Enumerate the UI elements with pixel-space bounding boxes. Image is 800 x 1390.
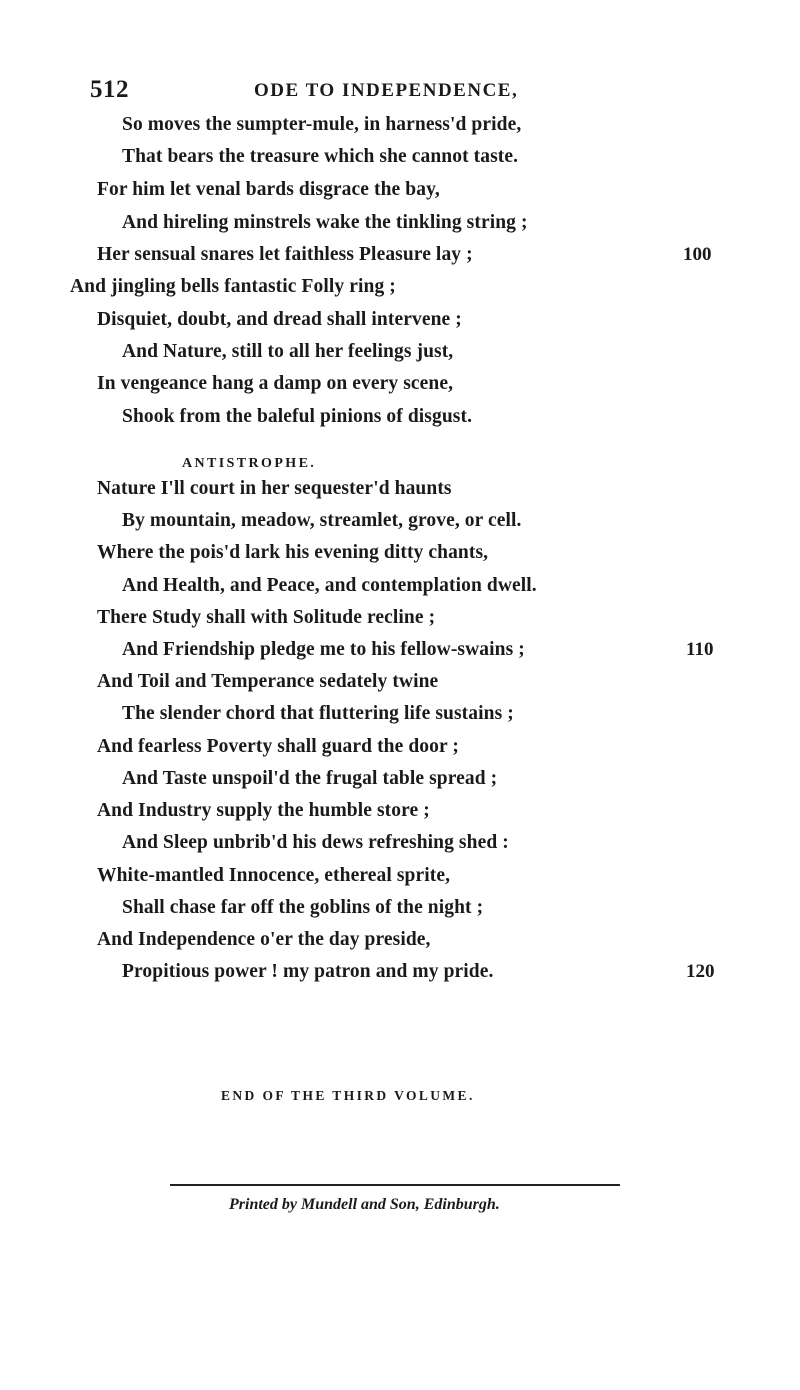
section-heading: ANTISTROPHE. xyxy=(182,456,317,471)
end-of-volume-mark: END OF THE THIRD VOLUME. xyxy=(221,1088,475,1103)
verse-line: So moves the sumpter-mule, in harness'd pride, xyxy=(122,114,522,135)
verse-line: Shook from the baleful pinions of disgust. xyxy=(122,406,473,427)
verse-line: And Toil and Temperance sedately twine xyxy=(97,671,439,692)
verse-line: And hireling minstrels wake the tinkling string ; xyxy=(122,212,528,233)
verse-line: And Friendship pledge me to his fellow-swains ; xyxy=(122,639,525,660)
verse-line: And Independence o'er the day preside, xyxy=(97,929,431,950)
verse-line: That bears the treasure which she cannot taste. xyxy=(122,146,519,167)
page-number: 512 xyxy=(90,76,129,103)
verse-line: Shall chase far off the goblins of the night ; xyxy=(122,897,484,918)
line-number-120: 120 xyxy=(686,961,715,982)
line-number-100: 100 xyxy=(683,244,712,265)
running-head: ODE TO INDEPENDENCE, xyxy=(254,80,519,101)
verse-line: For him let venal bards disgrace the bay, xyxy=(97,179,440,200)
verse-line: Disquiet, doubt, and dread shall intervene ; xyxy=(97,309,462,330)
printer-imprint: Printed by Mundell and Son, Edinburgh. xyxy=(229,1196,500,1213)
verse-line: And Health, and Peace, and contemplation dwell. xyxy=(122,575,537,596)
verse-line: And Nature, still to all her feelings just, xyxy=(122,341,454,362)
verse-line: Nature I'll court in her sequester'd haunts xyxy=(97,478,452,499)
verse-line: Propitious power ! my patron and my pride. xyxy=(122,961,494,982)
verse-line: And Industry supply the humble store ; xyxy=(97,800,430,821)
horizontal-rule xyxy=(170,1184,620,1186)
verse-line: And Taste unspoil'd the frugal table spread ; xyxy=(122,768,498,789)
verse-line: By mountain, meadow, streamlet, grove, or cell. xyxy=(122,510,522,531)
verse-line: And Sleep unbrib'd his dews refreshing shed : xyxy=(122,832,509,853)
verse-line: And jingling bells fantastic Folly ring ; xyxy=(70,276,396,297)
verse-line: The slender chord that fluttering life sustains ; xyxy=(122,703,514,724)
verse-line: White-mantled Innocence, ethereal sprite, xyxy=(97,865,451,886)
verse-line: Where the pois'd lark his evening ditty chants, xyxy=(97,542,489,563)
verse-line: And fearless Poverty shall guard the door ; xyxy=(97,736,459,757)
verse-line: In vengeance hang a damp on every scene, xyxy=(97,373,454,394)
verse-line: Her sensual snares let faithless Pleasure lay ; xyxy=(97,244,473,265)
line-number-110: 110 xyxy=(686,639,714,660)
verse-line: There Study shall with Solitude recline ; xyxy=(97,607,436,628)
page-header xyxy=(0,76,800,106)
